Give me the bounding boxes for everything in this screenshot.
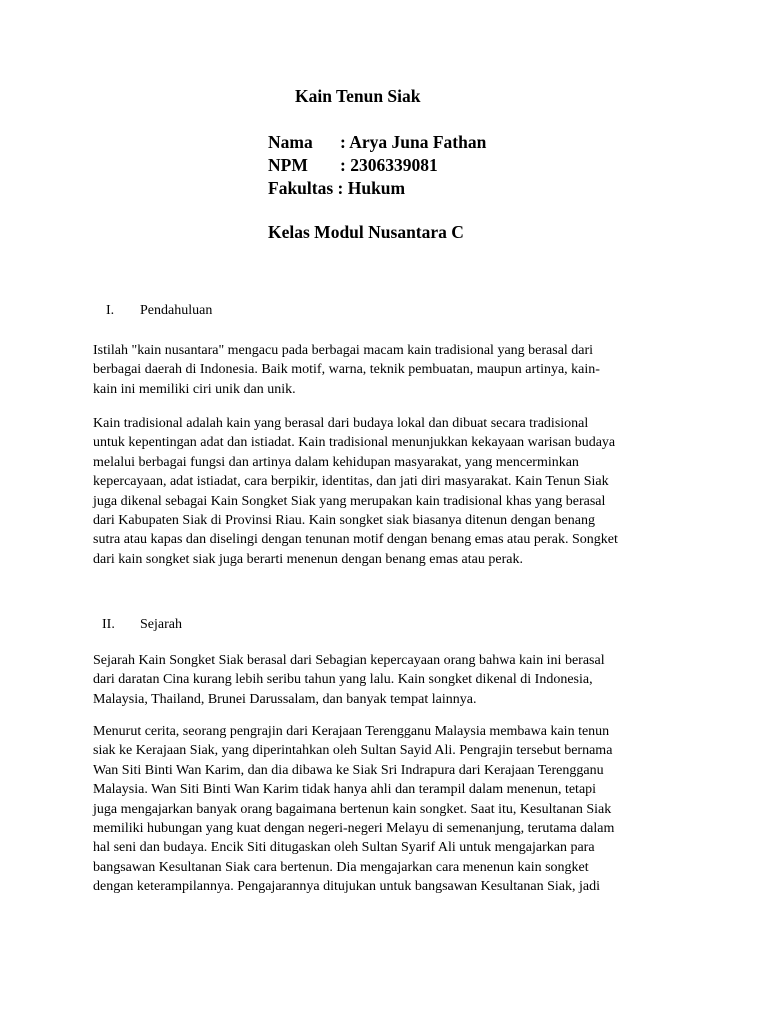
paragraph-line: Menurut cerita, seorang pengrajin dari Kerajaan Terengganu Malaysia membawa kain tenun xyxy=(93,724,610,739)
paragraph-line: bangsawan Kesultanan Siak cara bertenun. Dia mengajarkan cara menenun kain songket xyxy=(93,859,589,875)
section-number: II. xyxy=(102,617,115,632)
paragraph-line: hal seni dan budaya. Encik Siti ditugaskan oleh Sultan Syarif Ali untuk mengajarkan para xyxy=(93,840,595,856)
paragraph-line: Kain tradisional adalah kain yang berasal dari budaya lokal dan dibuat secara tradisional xyxy=(93,416,589,431)
student-faculty-row xyxy=(268,178,405,199)
paragraph-line: siak ke Kerajaan Siak, yang diperintahkan oleh Sultan Sayid Ali. Pengrajin tersebut bernama xyxy=(93,743,613,759)
npm-value: : 2306339081 xyxy=(340,155,438,175)
paragraph-line: kepercayaan, adat istiadat, cara berpikir, identitas, dan jati diri masyarakat. Kain Tenun Siak xyxy=(93,474,609,490)
paragraph-line: Sejarah Kain Songket Siak berasal dari Sebagian kepercayaan orang bahwa kain ini berasal xyxy=(93,653,605,668)
paragraph-line: dari daratan Cina kurang lebih seribu tahun yang lalu. Kain songket dikenal di Indonesia, xyxy=(93,672,593,688)
name-value: : Arya Juna Fathan xyxy=(340,132,487,152)
paragraph xyxy=(93,651,683,709)
paragraph-line: dengan keterampilannya. Pengajarannya ditujukan untuk bangsawan Kesultanan Siak, jadi xyxy=(93,879,600,895)
paragraph-line: Istilah "kain nusantara" mengacu pada berbagai macam kain tradisional yang berasal dari xyxy=(93,343,594,358)
paragraph-line: untuk kepentingan adat dan istiadat. Kain tradisional menunjukkan kekayaan warisan budaya xyxy=(93,435,616,451)
section-number: I. xyxy=(106,303,115,318)
student-name-row xyxy=(268,132,486,153)
paragraph xyxy=(93,722,683,897)
paragraph-line: Malaysia. Wan Siti Binti Wan Karim tidak hanya ahli dan terampil dalam menenun, tetapi xyxy=(93,782,597,798)
class-name: Kelas Modul Nusantara C xyxy=(268,222,464,242)
paragraph-line: Wan Siti Binti Wan Karim, dan dia dibawa ke Siak Sri Indrapura dari Kerajaan Terengganu xyxy=(93,762,604,778)
section-title: Sejarah xyxy=(140,617,182,632)
faculty-value: : Hukum xyxy=(337,178,406,198)
paragraph-line: Malaysia, Thailand, Brunei Darussalam, dan banyak tempat lainnya. xyxy=(93,691,477,707)
paragraph-line: kain ini memiliki ciri unik dan unik. xyxy=(93,381,296,397)
name-label: Nama xyxy=(268,132,313,152)
document-title: Kain Tenun Siak xyxy=(295,86,421,106)
paragraph-line: juga mengajarkan banyak orang bagaimana bertenun kain songket. Saat itu, Kesultanan Siak xyxy=(93,801,612,817)
paragraph-line: dari Kabupaten Siak di Provinsi Riau. Kain songket siak biasanya ditenun dengan benang xyxy=(93,513,595,529)
paragraph-line: dari kain songket siak juga berarti menenun dengan benang emas atau perak. xyxy=(93,551,523,567)
paragraph-line: memiliki hubungan yang kuat dengan negeri-negeri Melayu di semenanjung, terutama dalam xyxy=(93,821,615,837)
npm-label: NPM xyxy=(268,155,308,175)
paragraph-line: melalui berbagai fungsi dan artinya dalam kehidupan masyarakat, yang mencerminkan xyxy=(93,454,579,470)
section-title: Pendahuluan xyxy=(140,303,213,318)
paragraph-line: berbagai daerah di Indonesia. Baik motif, warna, teknik pembuatan, maupun artinya, kain- xyxy=(93,362,600,378)
paragraph-line: sutra atau kapas dan diselingi dengan tenunan motif dengan benang emas atau perak. Songket xyxy=(93,532,618,548)
faculty-label: Fakultas xyxy=(268,178,334,198)
paragraph xyxy=(93,341,683,399)
paragraph xyxy=(93,414,683,569)
student-npm-row xyxy=(268,155,438,176)
paragraph-line: juga dikenal sebagai Kain Songket Siak yang merupakan kain tradisional khas yang berasal xyxy=(93,493,606,509)
